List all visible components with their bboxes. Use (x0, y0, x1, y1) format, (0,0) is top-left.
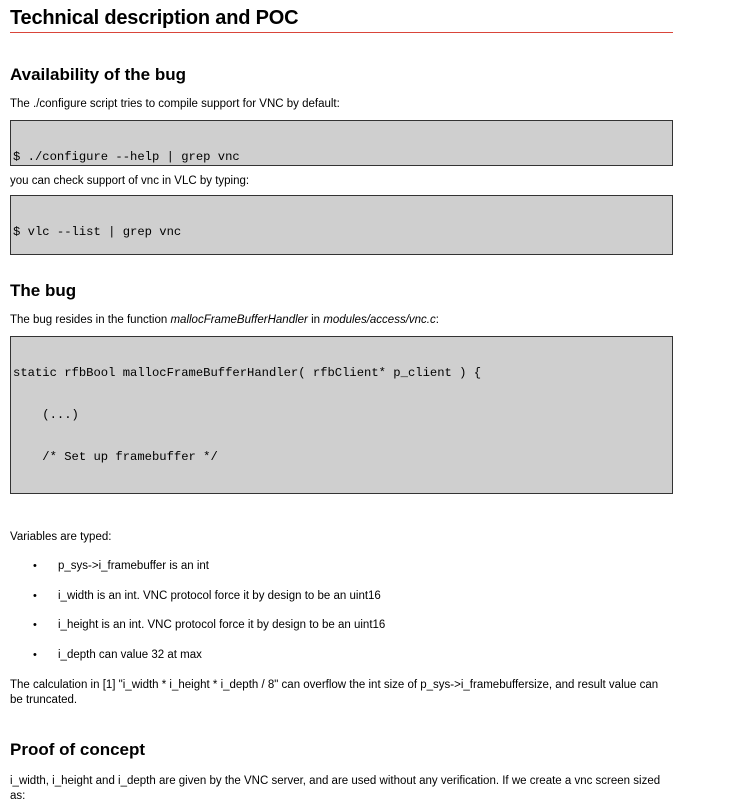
code-block-configure (10, 120, 673, 166)
list-item (10, 559, 673, 589)
code-line: static rfbBool mallocFrameBufferHandler( rfbClient* p_client ) { (13, 366, 482, 380)
list-item-text: i_width is an int. VNC protocol force it by design to be an uint16 (58, 589, 381, 602)
code-block-vlc-list (10, 195, 673, 255)
list-item-text: p_sys->i_framebuffer is an int (58, 560, 209, 572)
list-item (10, 618, 673, 648)
variables-intro: Variables are typed: (10, 531, 112, 543)
bullet-icon: • (33, 589, 37, 602)
variables-list (10, 559, 673, 678)
title-underline (10, 32, 673, 33)
file-path: modules/access/vnc.c (323, 314, 436, 326)
list-item (10, 648, 673, 678)
heading-proof-of-concept: Proof of concept (10, 740, 146, 759)
code-line: /* Set up framebuffer */ (13, 450, 218, 465)
code-block-malloc-handler (10, 336, 673, 494)
code-line: (...) (13, 408, 79, 423)
heading-availability: Availability of the bug (10, 65, 186, 84)
availability-intro: The ./configure script tries to compile support for VNC by default: (10, 98, 340, 110)
bug-intro (10, 313, 673, 328)
bullet-icon: • (33, 649, 37, 662)
bug-intro-middle: in (307, 314, 324, 326)
bullet-icon: • (33, 619, 37, 632)
bullet-icon: • (33, 560, 37, 572)
list-item-text: i_height is an int. VNC protocol force it by design to be an uint16 (58, 619, 386, 632)
heading-the-bug: The bug (10, 281, 77, 300)
code-line (13, 493, 670, 494)
code-line: $ vlc --list | grep vnc (13, 225, 182, 239)
calculation-paragraph: The calculation in [1] "i_width * i_height * i_depth / 8" can overflow the int size of p_sys->i_framebuffersize, and result value can be truncated. (10, 679, 659, 706)
check-support-text: you can check support of vnc in VLC by typing: (10, 175, 250, 187)
poc-paragraph: i_width, i_height and i_depth are given by the VNC server, and are used without any verification. If we create a vnc screen sized as: (10, 775, 661, 802)
bug-intro-prefix: The bug resides in the function (10, 314, 171, 326)
page-title: Technical description and POC (10, 7, 299, 29)
code-line: $ ./configure --help | grep vnc (13, 150, 240, 164)
list-item (10, 589, 673, 619)
list-item-text: i_depth can value 32 at max (58, 649, 202, 662)
function-name: mallocFrameBufferHandler (170, 314, 308, 326)
bug-intro-suffix: : (435, 314, 439, 326)
